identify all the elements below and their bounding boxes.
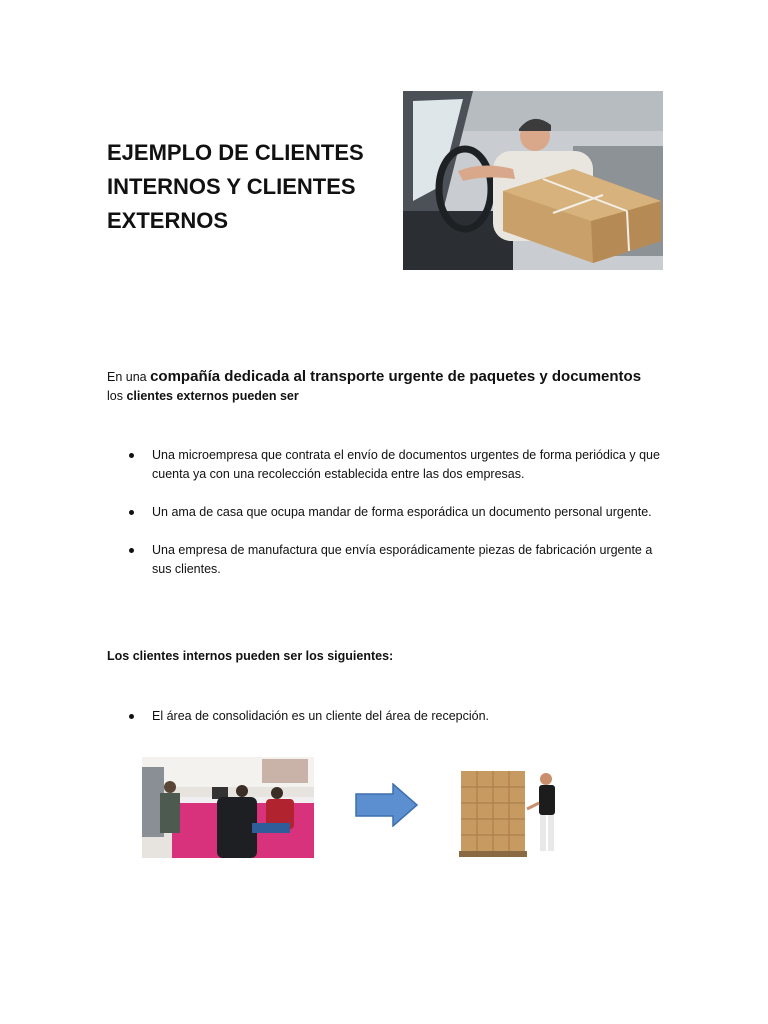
list-item-text: El área de consolidación es un cliente del área de recepción.: [152, 709, 490, 723]
list-item-text: Un ama de casa que ocupa mandar de forma esporádica un documento personal urgente.: [152, 505, 652, 519]
reception-area-illustration: [142, 757, 314, 858]
external-clients-list: [127, 446, 667, 598]
delivery-driver-illustration: [403, 91, 663, 270]
list-item: [127, 707, 667, 726]
right-arrow-icon: [355, 783, 419, 827]
intro-emphasis: compañía dedicada al transporte urgente de paquetes y documentos: [150, 368, 642, 385]
intro-line2-prefix: los: [107, 389, 127, 403]
pallet-worker-illustration: [455, 763, 571, 861]
list-item: [127, 503, 667, 522]
internal-clients-list: [127, 707, 667, 726]
pallet-worker-photo: [455, 763, 571, 861]
list-item: [127, 541, 667, 579]
bullet-icon: [129, 510, 134, 515]
list-item-text: Una microempresa que contrata el envío de documentos urgentes de forma periódica y que cuenta ya con una recolección establecida entre las dos empresas.: [152, 448, 660, 481]
intro-paragraph: [107, 366, 707, 405]
reception-area-photo: [142, 757, 314, 858]
bullet-icon: [129, 453, 134, 458]
bullet-icon: [129, 548, 134, 553]
page-title: EJEMPLO DE CLIENTES INTERNOS Y CLIENTES EXTERNOS: [107, 140, 364, 233]
intro-line-2: [107, 387, 707, 405]
delivery-driver-photo: [403, 91, 663, 270]
intro-line-1: [107, 366, 707, 388]
internal-clients-heading: Los clientes internos pueden ser los siguientes:: [107, 649, 394, 663]
bullet-icon: [129, 714, 134, 719]
list-item: [127, 446, 667, 484]
intro-prefix: En una: [107, 370, 151, 384]
intro-line2-bold: clientes externos pueden ser: [126, 389, 299, 403]
list-item-text: Una empresa de manufactura que envía esporádicamente piezas de fabricación urgente a sus clientes.: [152, 543, 653, 576]
